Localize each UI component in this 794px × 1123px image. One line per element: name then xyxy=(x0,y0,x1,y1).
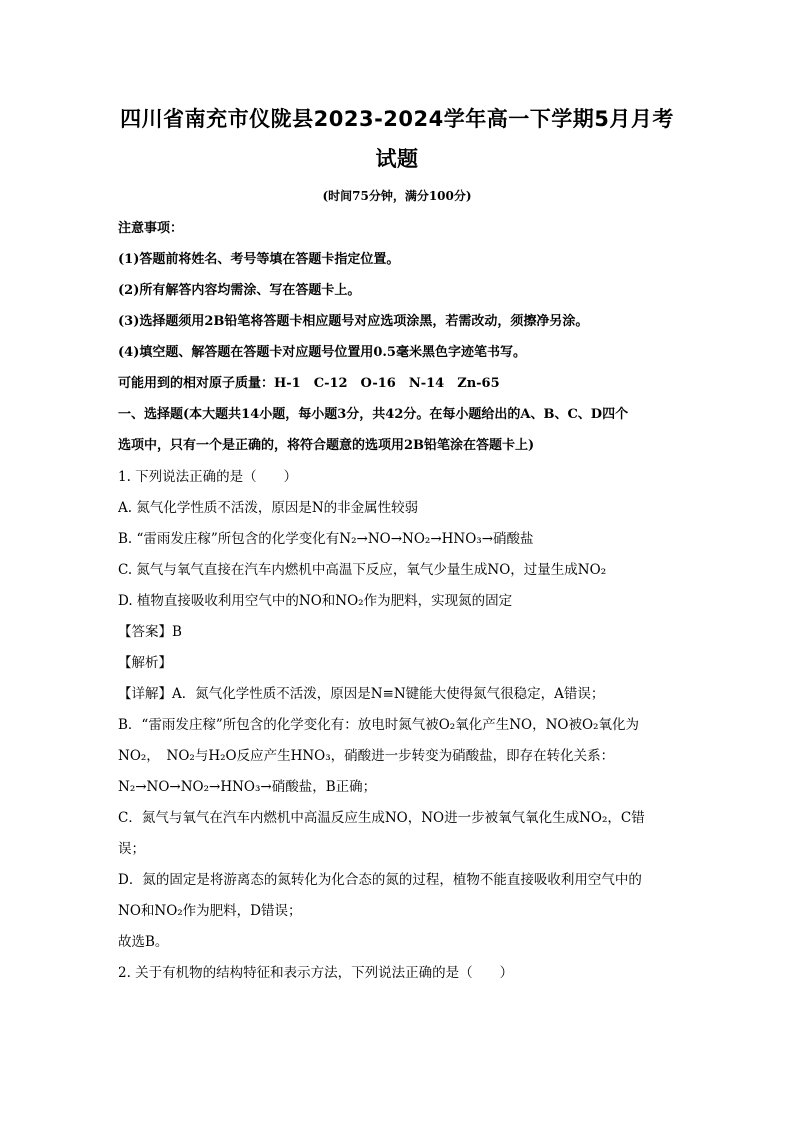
analysis-line-8: NO和NO₂作为肥料，D错误； xyxy=(118,903,302,919)
question-1-analysis-heading: 【解析】 xyxy=(118,655,172,671)
analysis-line-9: 故选B。 xyxy=(118,934,169,950)
document-title-line2: 试题 xyxy=(375,147,419,171)
analysis-line-6: 误； xyxy=(118,841,145,857)
question-1-answer: 【答案】B xyxy=(118,624,182,640)
question-1-option-b: B. “雷雨发庄稼”所包含的化学变化有N₂→NO→NO₂→HNO₃→硝酸盐 xyxy=(118,531,534,547)
question-1-option-c: C. 氮气与氧气直接在汽车内燃机中高温下反应，氧气少量生成NO，过量生成NO₂ xyxy=(118,562,607,578)
analysis-line-2: B．“雷雨发庄稼”所包含的化学变化有：放电时氮气被O₂氧化产生NO，NO被O₂氧化为 xyxy=(118,717,639,733)
section1-instructions-line1: 一、选择题(本大题共14小题，每小题3分，共42分。在每小题给出的A、B、C、D四个 xyxy=(118,407,629,422)
note-item-1: (1)答题前将姓名、考号等填在答题卡指定位置。 xyxy=(118,252,400,267)
analysis-line-3: NO₂， NO₂与H₂O反应产生HNO₃，硝酸进一步转变为硝酸盐，即存在转化关系： xyxy=(118,748,615,764)
note-item-4: (4)填空题、解答题在答题卡对应题号位置用0.5毫米黑色字迹笔书写。 xyxy=(118,345,526,360)
question-1-stem: 1. 下列说法正确的是（ ） xyxy=(118,469,298,485)
analysis-line-5: C．氮气与氧气在汽车内燃机中高温反应生成NO，NO进一步被氧气氧化生成NO₂，C错 xyxy=(118,810,645,826)
question-1-option-a: A. 氮气化学性质不活泼，原因是N的非金属性较弱 xyxy=(118,500,419,516)
section1-instructions-line2: 选项中，只有一个是正确的，将符合题意的选项用2B铅笔涂在答题卡上) xyxy=(118,438,535,453)
document-title-line1: 四川省南充市仪陇县2023-2024学年高一下学期5月月考 xyxy=(120,107,674,131)
question-2-stem: 2. 关于有机物的结构特征和表示方法，下列说法正确的是（ ） xyxy=(118,965,514,981)
exam-time-info: (时间75分钟，满分100分) xyxy=(322,189,472,203)
notes-heading: 注意事项： xyxy=(118,221,184,236)
atomic-masses: 可能用到的相对原子质量：H-1 C-12 O-16 N-14 Zn-65 xyxy=(118,376,500,391)
analysis-line-7: D．氮的固定是将游离态的氮转化为化合态的氮的过程，植物不能直接吸收利用空气中的 xyxy=(118,872,642,888)
note-item-2: (2)所有解答内容均需涂、写在答题卡上。 xyxy=(118,283,361,298)
question-1-option-d: D. 植物直接吸收利用空气中的NO和NO₂作为肥料，实现氮的固定 xyxy=(118,593,513,609)
analysis-line-4: N₂→NO→NO₂→HNO₃→硝酸盐，B正确； xyxy=(118,779,377,795)
note-item-3: (3)选择题须用2B铅笔将答题卡相应题号对应选项涂黑，若需改动，须擦净另涂。 xyxy=(118,314,589,329)
analysis-line-1: 【详解】A．氮气化学性质不活泼，原因是N≡N键能大使得氮气很稳定，A错误； xyxy=(118,686,605,702)
